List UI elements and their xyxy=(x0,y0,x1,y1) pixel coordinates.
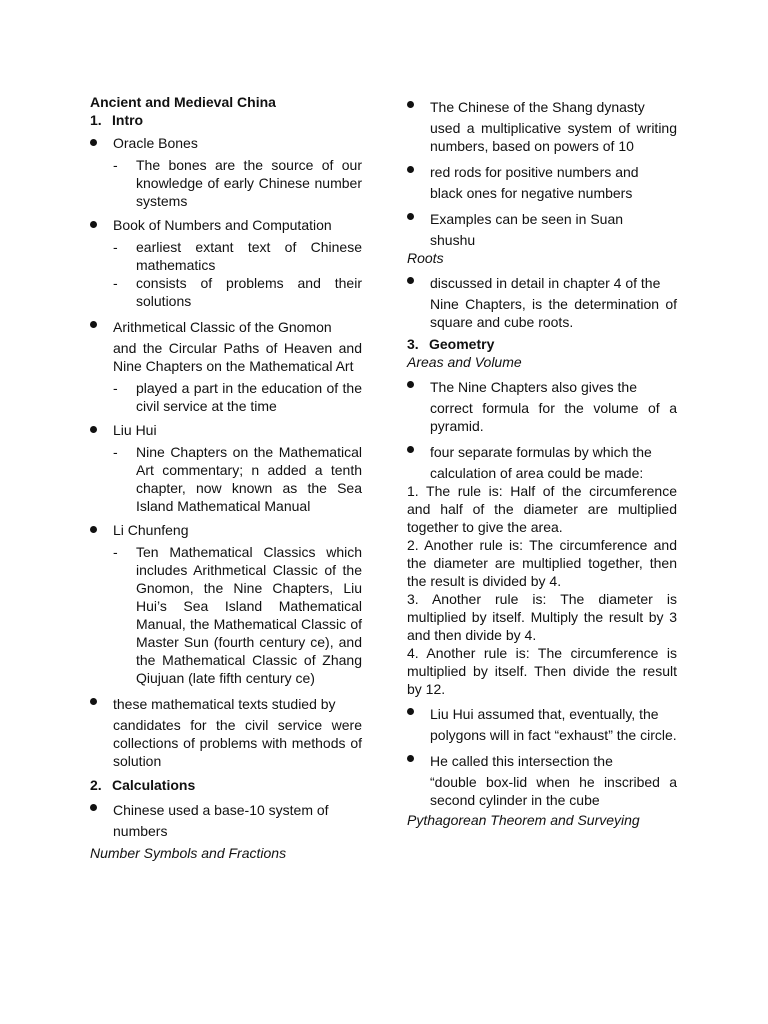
section-number: 1. xyxy=(90,112,102,128)
list-item-text xyxy=(430,272,677,331)
list-item-text xyxy=(113,799,362,840)
item-text: Li Chunfeng xyxy=(113,522,189,538)
sub-list-item: - The bones are the source of our knowledge of early Chinese number systems xyxy=(113,156,362,210)
bullet-icon xyxy=(90,526,97,533)
bullet-icon xyxy=(407,213,414,220)
bullet-icon xyxy=(407,277,414,284)
list-item xyxy=(407,376,677,435)
sub-list-item: - earliest extant text of Chinese mathematics xyxy=(113,238,362,274)
bullet-icon xyxy=(90,698,97,705)
item-text-first-line: discussed in detail in chapter 4 of the xyxy=(430,275,661,291)
area-rule: 4. Another rule is: The circumference is multiplied by itself. Then divide the result by 12. xyxy=(407,645,677,697)
bullet-icon xyxy=(407,166,414,173)
item-text-rest: candidates for the civil service were collections of problems with methods of solution xyxy=(113,717,362,769)
list-item xyxy=(90,521,362,687)
item-text-rest: “double box-lid when he inscribed a second cylinder in the cube xyxy=(430,774,677,808)
intro-list xyxy=(90,134,362,770)
subheading-areas-volume: Areas and Volume xyxy=(407,354,522,370)
item-text-first-line: Arithmetical Classic of the Gnomon xyxy=(113,319,332,335)
item-text-first-line: The Nine Chapters also gives the xyxy=(430,379,637,395)
item-text-rest: correct formula for the volume of a pyramid. xyxy=(430,400,677,434)
list-item xyxy=(407,703,677,744)
right-column xyxy=(407,96,677,829)
number-symbols-list xyxy=(407,96,677,249)
list-item-text xyxy=(430,750,677,809)
section-label: Calculations xyxy=(112,777,196,793)
item-text-rest: and the Circular Paths of Heaven and Nine Chapters on the Mathematical Art xyxy=(113,340,362,374)
item-text-first-line: The Chinese of the Shang dynasty xyxy=(430,99,645,115)
list-item xyxy=(407,272,677,331)
exhaustion-list xyxy=(407,703,677,809)
item-text-first-line: Chinese used a base-10 system of xyxy=(113,802,329,818)
sub-list-item: - played a part in the education of the civil service at the time xyxy=(113,379,362,415)
list-item xyxy=(407,750,677,809)
areas-list xyxy=(407,376,677,482)
list-item-text xyxy=(430,376,677,435)
list-item xyxy=(90,421,362,515)
bullet-icon xyxy=(407,755,414,762)
item-text-rest: Nine Chapters, is the determination of square and cube roots. xyxy=(430,296,677,330)
sub-list xyxy=(113,156,362,210)
sub-list xyxy=(113,443,362,515)
list-item-text xyxy=(113,316,362,375)
section-heading-calculations xyxy=(90,776,362,794)
list-item-text xyxy=(113,134,362,152)
area-rule: 2. Another rule is: The circumference and the diameter are multiplied together, then the result is divided by 4. xyxy=(407,537,677,589)
item-text-rest: black ones for negative numbers xyxy=(430,185,633,201)
bullet-icon xyxy=(407,381,414,388)
item-text-rest: shushu xyxy=(430,232,476,248)
subheading-pythagorean: Pythagorean Theorem and Surveying xyxy=(407,812,640,828)
bullet-icon xyxy=(407,708,414,715)
section-heading-intro xyxy=(90,111,362,129)
item-text-rest: calculation of area could be made: xyxy=(430,465,644,481)
section-number: 3. xyxy=(407,336,419,352)
item-text: Book of Numbers and Computation xyxy=(113,217,332,233)
list-item-text xyxy=(430,703,677,744)
bullet-icon xyxy=(90,426,97,433)
section-label: Intro xyxy=(112,112,144,128)
sub-list xyxy=(113,379,362,415)
list-item-text xyxy=(113,693,362,770)
list-item xyxy=(90,799,362,840)
list-item xyxy=(407,208,677,249)
section-heading-geometry xyxy=(407,335,677,353)
item-text: Liu Hui xyxy=(113,422,157,438)
item-text-first-line: Liu Hui assumed that, eventually, the xyxy=(430,706,659,722)
item-text-rest: polygons will in fact “exhaust” the circle. xyxy=(430,727,677,743)
list-item xyxy=(90,134,362,210)
list-item xyxy=(407,96,677,155)
section-label: Geometry xyxy=(429,336,495,352)
bullet-icon xyxy=(90,321,97,328)
subheading-roots: Roots xyxy=(407,250,444,266)
bullet-icon xyxy=(90,139,97,146)
area-rules xyxy=(407,482,677,698)
list-item-text xyxy=(113,421,362,439)
item-text-first-line: Examples can be seen in Suan xyxy=(430,211,624,227)
item-text: Oracle Bones xyxy=(113,135,198,151)
section-number: 2. xyxy=(90,777,102,793)
list-item xyxy=(90,216,362,310)
list-item xyxy=(407,161,677,202)
list-item-text xyxy=(113,521,362,539)
list-item xyxy=(407,441,677,482)
list-item-text xyxy=(430,96,677,155)
item-text-first-line: red rods for positive numbers and xyxy=(430,164,639,180)
item-text-first-line: He called this intersection the xyxy=(430,753,613,769)
document-title: Ancient and Medieval China xyxy=(90,94,276,110)
sub-list-item: - Nine Chapters on the Mathematical Art commentary; n added a tenth chapter, now known as the Sea Island Mathematical Manual xyxy=(113,443,362,515)
item-text-rest: used a multiplicative system of writing numbers, based on powers of 10 xyxy=(430,120,677,154)
sub-list-item: - consists of problems and their solutions xyxy=(113,274,362,310)
item-text-rest: numbers xyxy=(113,823,168,839)
left-column xyxy=(90,94,362,862)
bullet-icon xyxy=(407,446,414,453)
area-rule: 3. Another rule is: The diameter is multiplied by itself. Multiply the result by 3 and then divide by 4. xyxy=(407,591,677,643)
area-rule: 1. The rule is: Half of the circumference and half of the diameter are multiplied together to give the area. xyxy=(407,483,677,535)
item-text-first-line: these mathematical texts studied by xyxy=(113,696,336,712)
sub-list-item: - Ten Mathematical Classics which includes Arithmetical Classic of the Gnomon, the Nine Chapters, Liu Hui’s Sea Island Mathematical Manual, the Mathematical Classic of Master Sun (fourth century ce), and the Mathematical Classic of Zhang Qiujuan (late fifth century ce) xyxy=(113,543,362,687)
calculations-list xyxy=(90,799,362,840)
sub-list xyxy=(113,238,362,310)
list-item xyxy=(90,316,362,415)
bullet-icon xyxy=(407,101,414,108)
list-item-text xyxy=(430,208,677,249)
bullet-icon xyxy=(90,221,97,228)
list-item-text xyxy=(430,441,677,482)
list-item xyxy=(90,693,362,770)
bullet-icon xyxy=(90,804,97,811)
list-item-text xyxy=(113,216,362,234)
list-item-text xyxy=(430,161,677,202)
roots-list xyxy=(407,272,677,331)
subheading-number-symbols: Number Symbols and Fractions xyxy=(90,845,287,861)
sub-list xyxy=(113,543,362,687)
item-text-first-line: four separate formulas by which the xyxy=(430,444,652,460)
